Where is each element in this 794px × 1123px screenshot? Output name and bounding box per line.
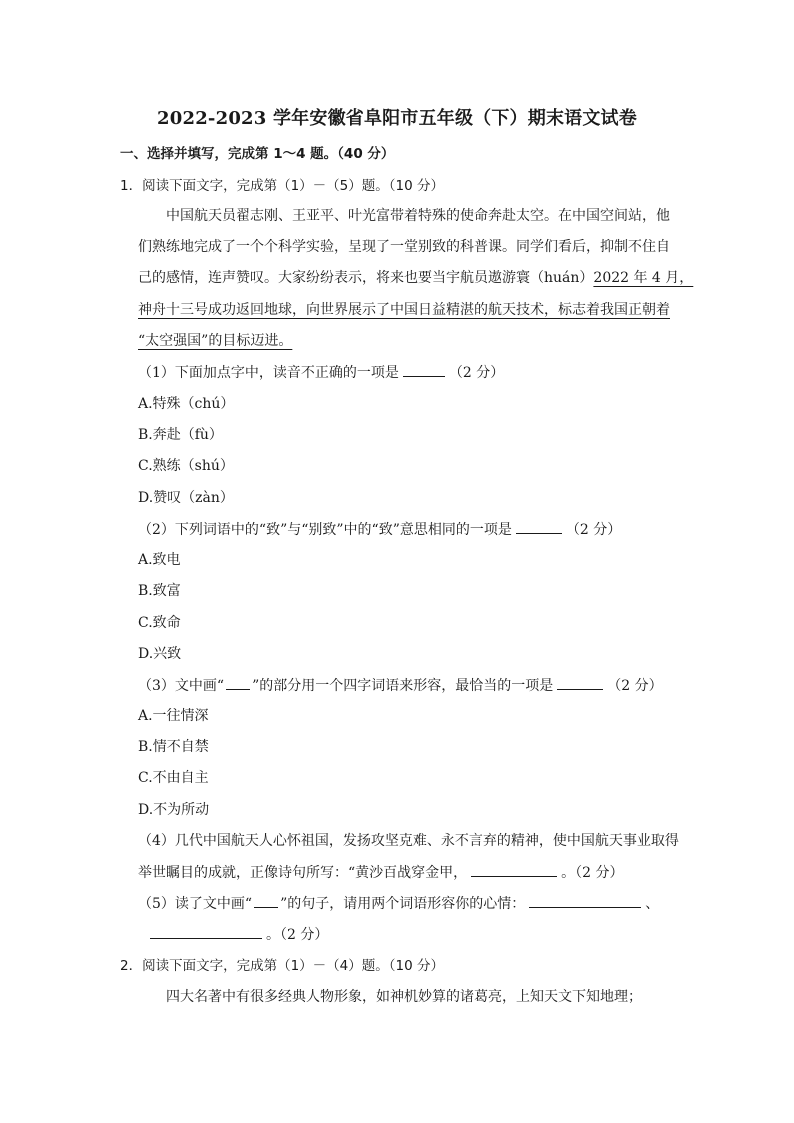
sub-question-stem: （3）文中画“: [138, 678, 225, 694]
option-b: B.情不自禁: [138, 739, 209, 755]
sub-question-2: [138, 519, 621, 540]
underlined-text: 2022 年 4 月，: [593, 270, 694, 286]
option-a: A.特殊（chú）: [138, 396, 235, 412]
answer-blank[interactable]: [403, 362, 445, 377]
question-2-stem: 2．阅读下面文字，完成第（1）－（4）题。（10 分）: [120, 958, 444, 974]
question-1-stem: 1．阅读下面文字，完成第（1）－（5）题。（10 分）: [120, 178, 444, 194]
passage-line: [138, 268, 693, 288]
sub-question-stem: 举世瞩目的成就，正像诗句所写：“黄沙百战穿金甲，: [138, 865, 468, 881]
option-d: D.不为所动: [138, 802, 210, 818]
option-b: B.致富: [138, 583, 181, 599]
option-b: B.奔赴（fù）: [138, 427, 223, 443]
score-label: （2 分）: [448, 365, 505, 381]
sub-question-5-line: [138, 893, 659, 914]
separator: 、: [645, 896, 660, 912]
underlined-passage-line: 神舟十三号成功返回地球，向世界展示了中国日益精湛的航天技术，标志着我国正朝着: [138, 302, 670, 318]
section-heading: 一、选择并填写，完成第 1～4 题。（40 分）: [120, 146, 395, 162]
option-c: C.不由自主: [138, 770, 209, 786]
sub-question-stem: ”的句子，请用两个词语形容你的心情：: [280, 896, 526, 912]
answer-blank[interactable]: [471, 862, 557, 877]
sub-question-stem: ”的部分用一个四字词语来形容，最恰当的一项是: [252, 678, 554, 694]
underline-sample: [254, 893, 278, 908]
answer-blank[interactable]: [516, 519, 562, 534]
option-a: A.致电: [138, 552, 181, 568]
option-c: C.熟练（shú）: [138, 458, 234, 474]
answer-blank[interactable]: [557, 675, 603, 690]
passage-text: 己的感情，连声赞叹。大家纷纷表示，将来也要当宇航员遨游寰（huán）: [138, 270, 594, 286]
option-d: D.兴致: [138, 646, 182, 662]
answer-blank[interactable]: [529, 893, 641, 908]
score-label: （2 分）: [607, 678, 663, 694]
answer-blank[interactable]: [150, 924, 262, 939]
sub-question-5-line: [150, 924, 328, 945]
sub-question-3: [138, 675, 663, 696]
score-label: 。（2 分）: [561, 865, 624, 881]
sub-question-4-line: （4）几代中国航天人心怀祖国，发扬攻坚克难、永不言弃的精神，使中国航天事业取得: [138, 833, 679, 849]
sub-question-4-line: [138, 862, 624, 883]
sub-question-stem: （1）下面加点字中，读音不正确的一项是: [138, 365, 399, 381]
sub-question-stem: （2）下列词语中的“致”与“别致”中的“致”意思相同的一项是: [138, 522, 512, 538]
option-a: A.一往情深: [138, 708, 209, 724]
sub-question-1: [138, 362, 504, 383]
option-d: D.赞叹（zàn）: [138, 490, 234, 506]
option-c: C.致命: [138, 615, 181, 631]
underlined-passage-line: “太空强国”的目标迈进。: [138, 333, 293, 349]
sub-question-stem: （5）读了文中画“: [138, 896, 253, 912]
score-label: （2 分）: [565, 522, 622, 538]
passage-line: 中国航天员翟志刚、王亚平、叶光富带着特殊的使命奔赴太空。在中国空间站，他: [166, 208, 670, 224]
underline-sample: [226, 675, 250, 690]
score-label: 。（2 分）: [266, 927, 329, 943]
page-title: 2022-2023 学年安徽省阜阳市五年级（下）期末语文试卷: [157, 108, 637, 129]
passage-line: 四大名著中有很多经典人物形象，如神机妙算的诸葛亮，上知天文下知地理；: [166, 989, 642, 1005]
passage-line: 们熟练地完成了一个个科学实验，呈现了一堂别致的科普课。同学们看后，抑制不住自: [138, 239, 670, 255]
